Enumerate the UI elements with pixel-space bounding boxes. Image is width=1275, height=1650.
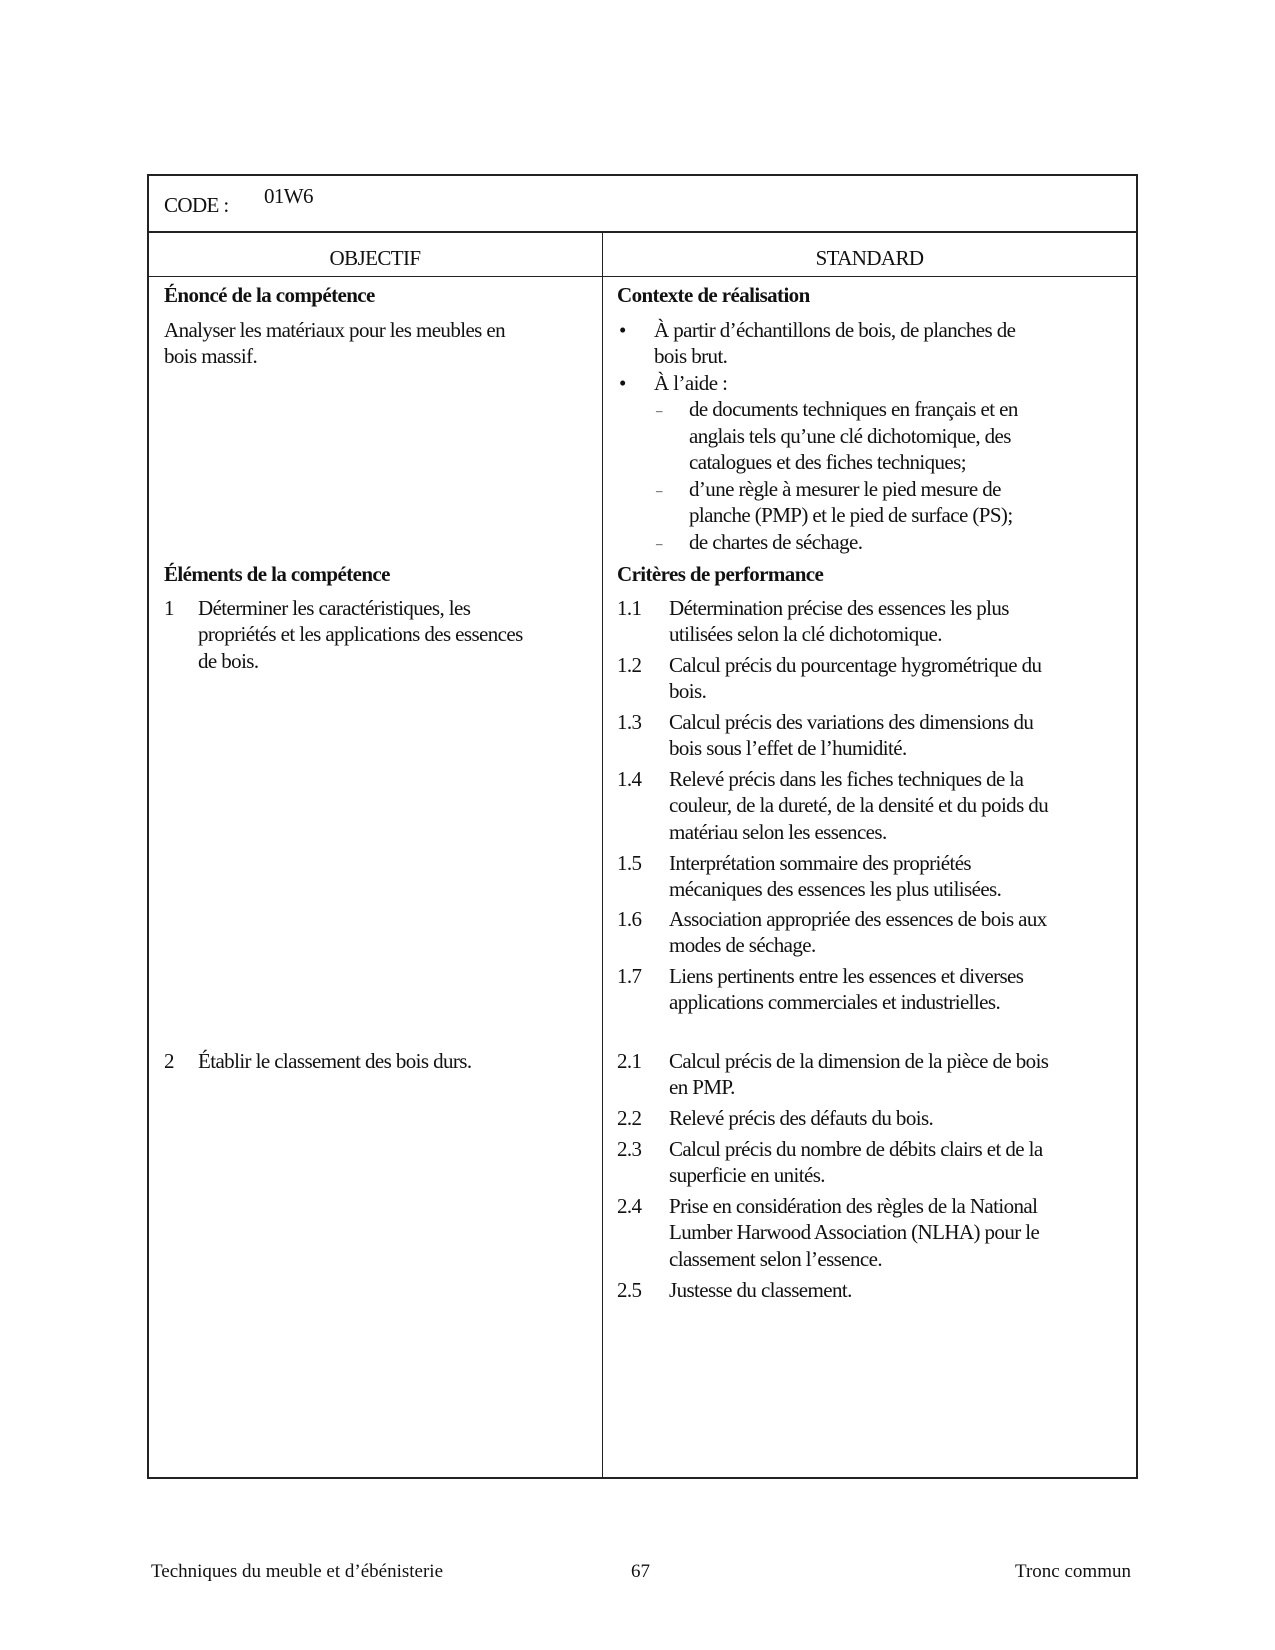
bullet-icon: • (619, 318, 626, 342)
criterion-number: 1.2 (617, 653, 642, 677)
criterion-text: en PMP. (669, 1075, 735, 1100)
code-label: CODE : (164, 193, 229, 217)
criterion-number: 1.5 (617, 851, 642, 875)
contexte-bullet: À l’aide : (654, 370, 728, 395)
criterion-text: Relevé précis des défauts du bois. (669, 1106, 934, 1130)
contexte-line: bois brut. (654, 344, 728, 369)
criterion-text: matériau selon les essences. (669, 819, 887, 844)
enonce-heading: Énoncé de la compétence (164, 283, 375, 307)
criterion-text: Calcul précis de la dimension de la pièce de bois (669, 1049, 1049, 1073)
criterion-text: Prise en considération des règles de la National (669, 1194, 1038, 1218)
criterion-number: 2.1 (617, 1049, 642, 1073)
criterion-text: Lumber Harwood Association (NLHA) pour le (669, 1220, 1040, 1245)
criterion-number: 2.5 (617, 1278, 642, 1302)
footer-section: Tronc commun (1015, 1561, 1131, 1582)
criterion-text: superficie en unités. (669, 1163, 825, 1188)
code-value: 01W6 (264, 184, 313, 208)
criterion-text: Justesse du classement. (669, 1278, 852, 1302)
criterion-text: applications commerciales et industrielles. (669, 990, 1001, 1015)
elements-heading: Éléments de la compétence (164, 562, 390, 586)
dash-icon: – (656, 535, 662, 551)
criterion-number: 1.7 (617, 964, 642, 988)
element-number: 1 (164, 596, 174, 620)
criterion-number: 2.4 (617, 1194, 642, 1218)
column-divider (602, 232, 603, 1479)
header-standard: STANDARD (815, 246, 924, 270)
table-border-right (1136, 174, 1138, 1479)
header-divider (147, 276, 1138, 277)
dash-icon: – (656, 482, 662, 498)
criterion-text: Liens pertinents entre les essences et diverses (669, 964, 1024, 988)
criterion-number: 1.6 (617, 907, 642, 931)
contexte-subitem: de chartes de séchage. (689, 529, 863, 554)
table-border-top (147, 174, 1138, 176)
criterion-text: Relevé précis dans les fiches techniques de la (669, 767, 1024, 791)
criterion-text: classement selon l’essence. (669, 1246, 882, 1271)
criteres-heading: Critères de performance (617, 562, 824, 586)
contexte-heading: Contexte de réalisation (617, 283, 810, 307)
criterion-number: 1.3 (617, 710, 642, 734)
table-border-left (147, 174, 149, 1479)
criterion-text: bois. (669, 679, 707, 704)
enonce-line: bois massif. (164, 344, 258, 368)
footer-title: Techniques du meuble et d’ébénisterie (151, 1561, 444, 1582)
element-text: Déterminer les caractéristiques, les (198, 596, 471, 620)
contexte-line: anglais tels qu’une clé dichotomique, des (689, 423, 1011, 448)
contexte-subitem: de documents techniques en français et en (689, 397, 1018, 422)
element-text: de bois. (198, 648, 259, 673)
dash-icon: – (656, 403, 662, 419)
criterion-text: couleur, de la dureté, de la densité et du poids du (669, 793, 1049, 818)
code-divider (147, 231, 1138, 233)
criterion-text: bois sous l’effet de l’humidité. (669, 736, 907, 761)
criterion-text: utilisées selon la clé dichotomique. (669, 622, 942, 647)
criterion-text: Détermination précise des essences les plus (669, 596, 1009, 620)
header-objectif: OBJECTIF (329, 246, 421, 270)
element-number: 2 (164, 1049, 174, 1073)
criterion-text: mécaniques des essences les plus utilisées. (669, 877, 1002, 902)
criterion-number: 2.3 (617, 1137, 642, 1161)
contexte-bullet: À partir d’échantillons de bois, de planches de (654, 318, 1016, 342)
enonce-line: Analyser les matériaux pour les meubles en (164, 318, 506, 342)
element-text: Établir le classement des bois durs. (198, 1049, 472, 1073)
criterion-text: Interprétation sommaire des propriétés (669, 851, 972, 875)
contexte-subitem: d’une règle à mesurer le pied mesure de (689, 476, 1001, 501)
bullet-icon: • (619, 370, 626, 395)
table-border-bottom (147, 1477, 1138, 1479)
criterion-text: Calcul précis des variations des dimensions du (669, 710, 1034, 734)
criterion-text: Calcul précis du pourcentage hygrométrique du (669, 653, 1042, 677)
page-number: 67 (631, 1561, 650, 1582)
criterion-number: 1.1 (617, 596, 642, 620)
contexte-line: planche (PMP) et le pied de surface (PS); (689, 503, 1013, 528)
contexte-line: catalogues et des fiches techniques; (689, 450, 966, 475)
criterion-number: 1.4 (617, 767, 642, 791)
criterion-text: modes de séchage. (669, 933, 816, 958)
criterion-number: 2.2 (617, 1106, 642, 1130)
element-text: propriétés et les applications des essences (198, 622, 523, 647)
criterion-text: Calcul précis du nombre de débits clairs et de la (669, 1137, 1043, 1161)
criterion-text: Association appropriée des essences de bois aux (669, 907, 1047, 931)
